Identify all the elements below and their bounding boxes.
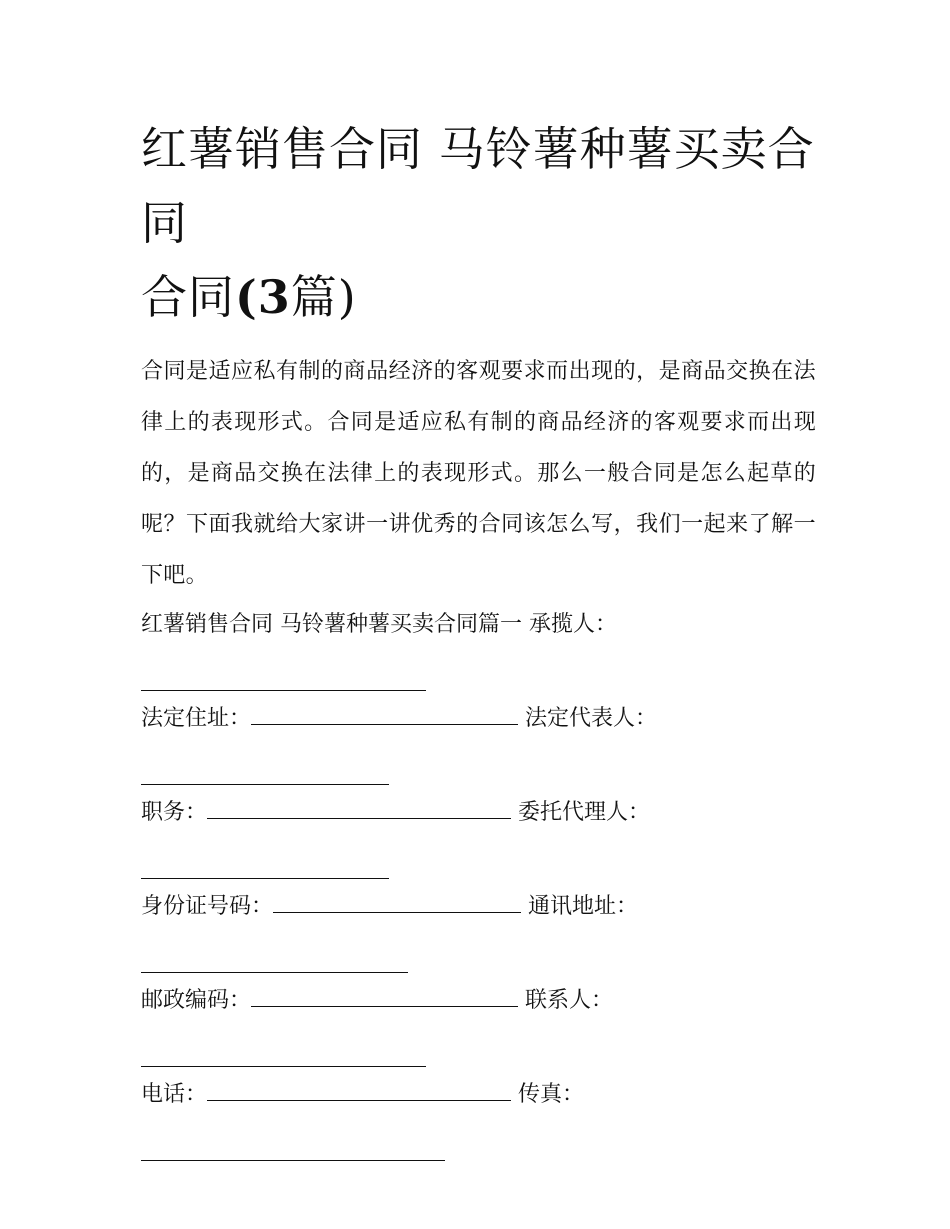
postal-code-blank [251,984,518,1007]
contact-label: 联系人： [525,988,614,1013]
legal-address-blank [251,702,518,725]
blank-row [141,742,816,789]
contractor-blank [141,668,426,691]
id-number-label: 身份证号码： [141,894,274,919]
legal-address-label: 法定住址： [141,706,252,731]
id-number-blank [273,890,521,913]
blank-row [141,930,816,977]
legal-rep-label: 法定代表人： [525,706,658,731]
field-row [141,1071,816,1118]
document-title [141,112,816,334]
mail-address-label: 通讯地址： [528,894,639,919]
blank-row [141,836,816,883]
position-blank [207,796,511,819]
title-line2-prefix: 合同 [141,270,235,324]
field-row [141,695,816,742]
position-label: 职务： [141,800,208,825]
fax-label: 传真： [518,1082,585,1107]
field-row [141,789,816,836]
section-heading: 红薯销售合同 马铃薯种薯买卖合同篇一 承揽人： [141,612,617,637]
agent-label: 委托代理人： [518,800,651,825]
blank-row [141,648,816,695]
title-count: (3 [235,270,291,324]
postal-code-label: 邮政编码： [141,988,252,1013]
title-count-suffix: 篇) [290,270,357,324]
field-row [141,977,816,1024]
title-main: 红薯销售合同 马铃薯种薯买卖合同 [141,122,815,250]
intro-paragraph: 合同是适应私有制的商品经济的客观要求而出现的，是商品交换在法律上的表现形式。合同是适应私有制的商品经济的客观要求而出现的，是商品交换在法律上的表现形式。那么一般合同是怎么起草的呢？下面我就给大家讲一讲优秀的合同该怎么写，我们一起来了解一下吧。 [141,359,816,588]
phone-blank [207,1078,511,1101]
document-page [141,112,816,1165]
phone-label: 电话： [141,1082,208,1107]
field-row [141,883,816,930]
legal-rep-blank [141,762,389,785]
blank-row [141,1024,816,1071]
fax-blank [141,1138,445,1161]
agent-blank [141,856,389,879]
mail-address-blank [141,950,408,973]
contact-blank [141,1044,426,1067]
blank-row [141,1118,816,1165]
